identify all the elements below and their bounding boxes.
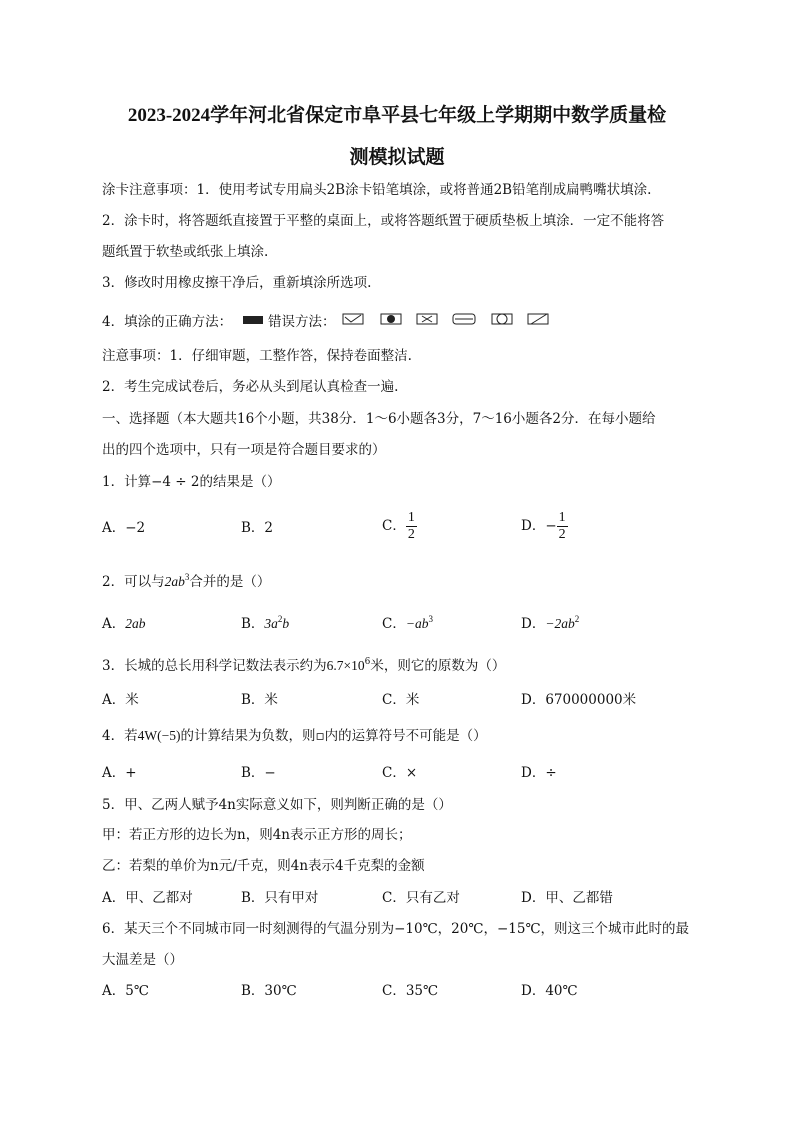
q1-option-c-fraction: [406, 510, 417, 543]
q3-stem-exp: 6: [364, 657, 371, 667]
q4-stem-pre: 4．若: [102, 728, 138, 744]
cross-in-box-icon: [416, 312, 438, 326]
q2-stem-pre: 2．可以与: [102, 574, 165, 590]
note-3: 3．修改时用橡皮擦干净后，重新填涂所选项.: [102, 275, 372, 291]
section-heading-b: 出的四个选项中，只有一项是符合题目要求的）: [102, 442, 386, 458]
q2-d-expr: −2ab: [545, 616, 575, 631]
note-4: [102, 312, 702, 332]
question-2-stem: [102, 572, 702, 593]
q2-d-label: D．: [521, 616, 546, 632]
note-2a: 2．涂卡时，将答题纸直接置于平整的桌面上，或将答题纸置于硬质垫板上填涂．一定不能将答: [102, 213, 665, 229]
q5-statement-yi: 乙：若梨的单价为n元/千克，则4n表示4千克梨的金额: [102, 858, 425, 874]
q1-option-d-fraction: [557, 510, 568, 543]
question-6-stem-a: 6．某天三个不同城市同一时刻测得的气温分别为−10℃，20℃，−15℃，则这三个城市此时的最: [102, 921, 690, 937]
note-2b: 题纸置于软垫或纸张上填涂.: [102, 244, 269, 260]
q1-option-c-label: C．: [382, 518, 406, 534]
slash-in-box-icon: [527, 312, 549, 326]
page-title-line2: 测模拟试题: [349, 147, 445, 168]
question-5-stem: 5．甲、乙两人赋予4n实际意义如下，则判断正确的是（）: [102, 797, 452, 813]
q4-stem-post: 的计算结果为负数，则▫内的运算符号不可能是（）: [180, 728, 487, 744]
q4-option-c: C．×: [382, 765, 418, 781]
q2-a-expr: 2ab: [125, 616, 146, 631]
note-4-wrong-label: 错误方法：: [268, 314, 336, 330]
rounded-rect-icon: [452, 312, 476, 326]
q3-option-b: B．米: [241, 692, 278, 708]
q2-stem-post: 合并的是（）: [189, 574, 271, 590]
filled-rectangle-icon: [242, 314, 264, 326]
q2-c-exp: 3: [428, 614, 433, 624]
check-in-box-icon: [342, 312, 364, 326]
attention-2: 2．考生完成试卷后，务必从头到尾认真检查一遍.: [102, 379, 399, 395]
circle-in-box-icon: [491, 312, 513, 326]
q2-option-a: [102, 614, 146, 634]
q5-option-c: C．只有乙对: [382, 890, 460, 906]
q2-b-exp: 2: [277, 614, 283, 624]
note-4-correct-label: 4．填涂的正确方法：: [102, 314, 233, 330]
q1-option-a: A．−2: [102, 520, 146, 536]
q2-d-exp: 2: [574, 614, 580, 624]
q1-c-numerator: 1: [407, 510, 415, 525]
q4-option-b: B．−: [241, 765, 276, 781]
q2-b-label: B．: [241, 616, 265, 632]
q5-statement-jia: 甲：若正方形的边长为n，则4n表示正方形的周长；: [102, 827, 412, 843]
q6-option-d: D．40℃: [521, 983, 578, 999]
page-title-line1: 2023-2024学年河北省保定市阜平县七年级上学期期中数学质量检: [127, 105, 667, 126]
q1-d-numerator: 1: [558, 510, 566, 525]
q4-option-d: D．÷: [521, 765, 557, 781]
q2-stem-expr: 2ab: [164, 574, 185, 589]
attention-1: 注意事项：1．仔细审题，工整作答，保持卷面整洁.: [102, 348, 412, 364]
q1-option-d-label: D．−: [521, 518, 557, 534]
question-3-stem: [102, 656, 702, 678]
q3-option-a: A．米: [102, 692, 139, 708]
q5-option-b: B．只有甲对: [241, 890, 319, 906]
q1-c-denominator: 2: [407, 527, 415, 542]
q2-option-c: [382, 614, 433, 635]
q2-option-d: [521, 614, 579, 635]
q1-option-b: B．2: [241, 520, 274, 536]
q2-stem-exp: 3: [184, 572, 190, 582]
q5-option-d: D．甲、乙都错: [521, 890, 613, 906]
note-1: 涂卡注意事项：1．使用考试专用扁头2B涂卡铅笔填涂，或将普通2B铅笔削成扁鸭嘴状填涂.: [102, 182, 652, 198]
q6-option-b: B．30℃: [241, 983, 297, 999]
q1-d-denominator: 2: [558, 527, 566, 542]
question-4-stem: [102, 726, 702, 746]
q2-option-b: [241, 614, 289, 635]
q2-b-expr1: 3a: [264, 616, 278, 631]
q2-c-label: C．: [382, 616, 406, 632]
q2-b-expr2: b: [282, 616, 290, 631]
q1-option-c: [382, 510, 417, 543]
q5-option-a: A．甲、乙都对: [102, 890, 193, 906]
q4-stem-expr: 4W(−5): [137, 728, 181, 743]
q2-a-label: A．: [102, 616, 126, 632]
q3-stem-pre: 3．长城的总长用科学记数法表示约为: [102, 658, 327, 674]
q3-option-c: C．米: [382, 692, 420, 708]
q6-option-a: A．5℃: [102, 983, 149, 999]
q3-stem-post: 米，则它的原数为（）: [370, 658, 506, 674]
question-1-stem: 1．计算−4 ÷ 2的结果是（）: [102, 474, 281, 490]
section-heading-a: 一、选择题（本大题共16个小题，共38分．1～6小题各3分，7～16小题各2分．在每小题给: [102, 411, 656, 427]
q3-option-d: D．670000000米: [521, 692, 637, 708]
q1-option-d: [521, 510, 568, 543]
q3-stem-num: 6.7×10: [326, 658, 365, 673]
filled-circle-in-box-icon: [380, 312, 402, 326]
q6-option-c: C．35℃: [382, 983, 439, 999]
question-6-stem-b: 大温差是（）: [102, 952, 183, 968]
q2-c-expr: −ab: [405, 616, 429, 631]
q4-option-a: A．+: [102, 765, 137, 781]
